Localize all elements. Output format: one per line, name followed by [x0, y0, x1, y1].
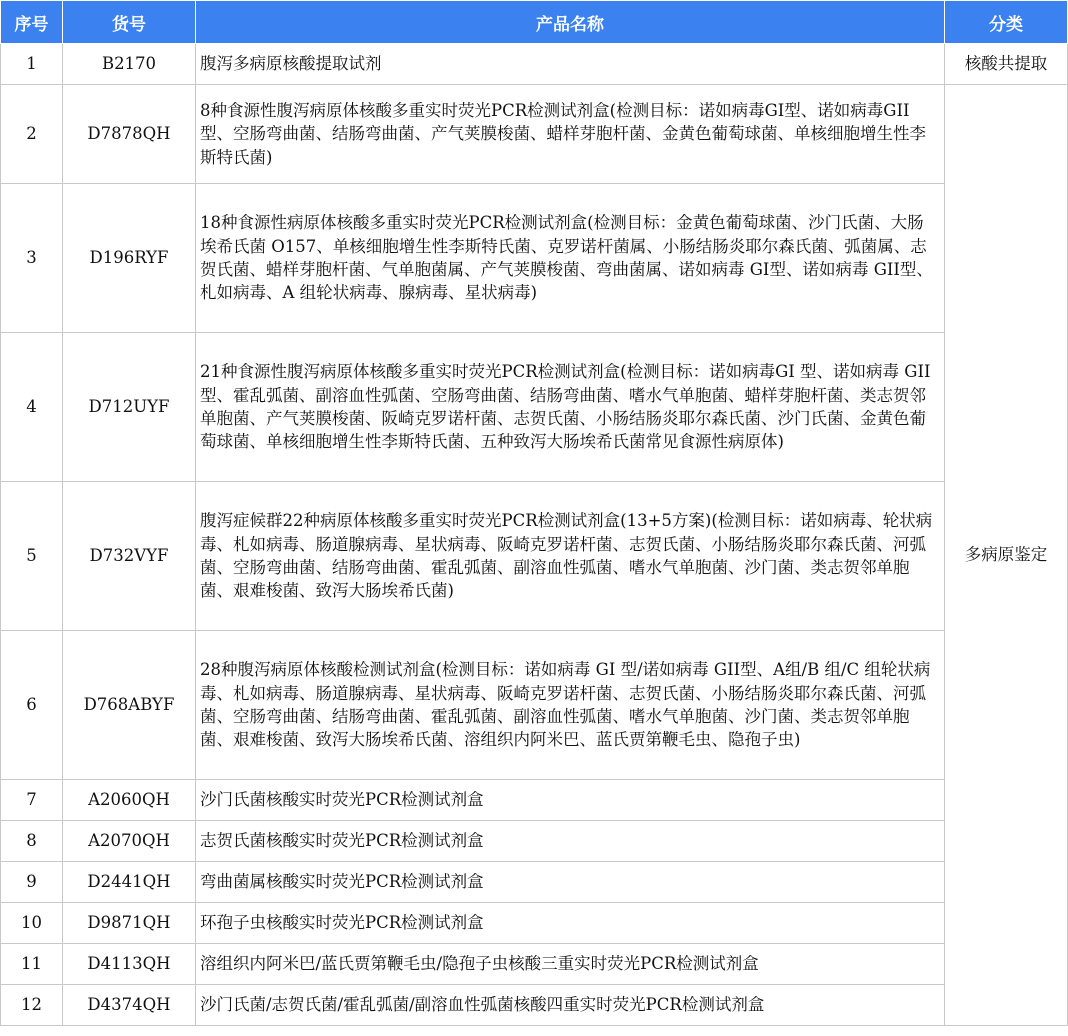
- row-name-text: 28种腹泻病原体核酸检测试剂盒(检测目标：诺如病毒 GI 型/诺如病毒 GII型、A组/B 组/C 组轮状病毒、札如病毒、肠道腺病毒、星状病毒、阪崎克罗诺杆菌、志贺氏菌、小肠结肠炎耶尔森氏菌、河弧菌、空肠弯曲菌、结肠弯曲菌、霍乱弧菌、副溶血性弧菌、嗜水气单胞菌、沙门菌、类志贺邻单胞菌、艰难梭菌、致泻大肠埃希氏菌、溶组织内阿米巴、蓝氏贾第鞭毛虫、隐孢子虫): [200, 660, 931, 750]
- table-row: [1, 985, 1068, 1026]
- table-row: [1, 184, 1068, 333]
- row-index: 12: [1, 985, 63, 1026]
- header-index: 序号: [1, 1, 63, 44]
- header-code: 货号: [63, 1, 196, 44]
- row-index: 10: [1, 903, 63, 944]
- row-category: 核酸共提取: [945, 44, 1068, 85]
- table-row: [1, 862, 1068, 903]
- row-name: [196, 985, 945, 1026]
- row-name: [196, 333, 945, 482]
- row-code: D2441QH: [63, 862, 196, 903]
- row-index: 11: [1, 944, 63, 985]
- header-category: 分类: [945, 1, 1068, 44]
- row-name: [196, 780, 945, 821]
- table-row: [1, 631, 1068, 780]
- row-code: A2060QH: [63, 780, 196, 821]
- row-index: 3: [1, 184, 63, 333]
- table-row: [1, 944, 1068, 985]
- row-code: D712UYF: [63, 333, 196, 482]
- row-name: [196, 862, 945, 903]
- row-name-text: 沙门氏菌核酸实时荧光PCR检测试剂盒: [200, 790, 484, 810]
- row-index: 8: [1, 821, 63, 862]
- row-code: D768ABYF: [63, 631, 196, 780]
- row-index: 5: [1, 482, 63, 631]
- row-name: [196, 821, 945, 862]
- row-name-text: 腹泻多病原核酸提取试剂: [200, 54, 382, 74]
- table-row: [1, 780, 1068, 821]
- row-index: 7: [1, 780, 63, 821]
- row-name-text: 沙门氏菌/志贺氏菌/霍乱弧菌/副溶血性弧菌核酸四重实时荧光PCR检测试剂盒: [200, 995, 765, 1015]
- row-name-text: 8种食源性腹泻病原体核酸多重实时荧光PCR检测试剂盒(检测目标：诺如病毒GI型、诺如病毒GII型、空肠弯曲菌、结肠弯曲菌、产气荚膜梭菌、蜡样芽胞杆菌、金黄色葡萄球菌、单核细胞增生性李斯特氏菌): [200, 101, 926, 167]
- header-name: 产品名称: [196, 1, 945, 44]
- table-row: [1, 903, 1068, 944]
- header-row: [1, 1, 1068, 44]
- row-name-text: 腹泻症候群22种病原体核酸多重实时荧光PCR检测试剂盒(13+5方案)(检测目标：诺如病毒、轮状病毒、札如病毒、肠道腺病毒、星状病毒、阪崎克罗诺杆菌、志贺氏菌、小肠结肠炎耶尔森氏菌、河弧菌、空肠弯曲菌、结肠弯曲菌、霍乱弧菌、副溶血性弧菌、嗜水气单胞菌、沙门菌、类志贺邻单胞菌、艰难梭菌、致泻大肠埃希氏菌): [200, 511, 933, 601]
- row-name-text: 志贺氏菌核酸实时荧光PCR检测试剂盒: [200, 831, 484, 851]
- row-index: 4: [1, 333, 63, 482]
- row-code: D7878QH: [63, 85, 196, 184]
- table-row: [1, 333, 1068, 482]
- row-index: 2: [1, 85, 63, 184]
- row-name: [196, 631, 945, 780]
- row-name: [196, 482, 945, 631]
- row-name-text: 18种食源性病原体核酸多重实时荧光PCR检测试剂盒(检测目标：金黄色葡萄球菌、沙门氏菌、大肠埃希氏菌 O157、单核细胞增生性李斯特氏菌、克罗诺杆菌属、小肠结肠炎耶尔森氏菌、弧菌属、志贺氏菌、蜡样芽胞杆菌、气单胞菌属、产气荚膜梭菌、弯曲菌属、诺如病毒 GI型、诺如病毒 GII型、札如病毒、A 组轮状病毒、腺病毒、星状病毒): [200, 213, 933, 303]
- merged-category: 多病原鉴定: [945, 85, 1068, 1026]
- row-code: B2170: [63, 44, 196, 85]
- row-name: [196, 85, 945, 184]
- row-code: D9871QH: [63, 903, 196, 944]
- row-name: [196, 44, 945, 85]
- row-name: [196, 903, 945, 944]
- row-index: 1: [1, 44, 63, 85]
- row-code: D4374QH: [63, 985, 196, 1026]
- row-index: 9: [1, 862, 63, 903]
- row-code: D732VYF: [63, 482, 196, 631]
- table-row: [1, 821, 1068, 862]
- row-name: [196, 944, 945, 985]
- row-code: A2070QH: [63, 821, 196, 862]
- row-code: D4113QH: [63, 944, 196, 985]
- row-name: [196, 184, 945, 333]
- table-row: [1, 44, 1068, 85]
- table-row: [1, 85, 1068, 184]
- row-name-text: 环孢子虫核酸实时荧光PCR检测试剂盒: [200, 913, 484, 933]
- row-name-text: 21种食源性腹泻病原体核酸多重实时荧光PCR检测试剂盒(检测目标：诺如病毒GI 型、诺如病毒 GII 型、霍乱弧菌、副溶血性弧菌、空肠弯曲菌、结肠弯曲菌、嗜水气单胞菌、蜡样芽胞杆菌、类志贺邻单胞菌、产气荚膜梭菌、阪崎克罗诺杆菌、志贺氏菌、小肠结肠炎耶尔森氏菌、沙门氏菌、金黄色葡萄球菌、单核细胞增生性李斯特氏菌、五种致泻大肠埃希氏菌常见食源性病原体): [200, 362, 931, 452]
- row-name-text: 溶组织内阿米巴/蓝氏贾第鞭毛虫/隐孢子虫核酸三重实时荧光PCR检测试剂盒: [200, 954, 759, 974]
- table-row: [1, 482, 1068, 631]
- row-name-text: 弯曲菌属核酸实时荧光PCR检测试剂盒: [200, 872, 484, 892]
- row-code: D196RYF: [63, 184, 196, 333]
- row-index: 6: [1, 631, 63, 780]
